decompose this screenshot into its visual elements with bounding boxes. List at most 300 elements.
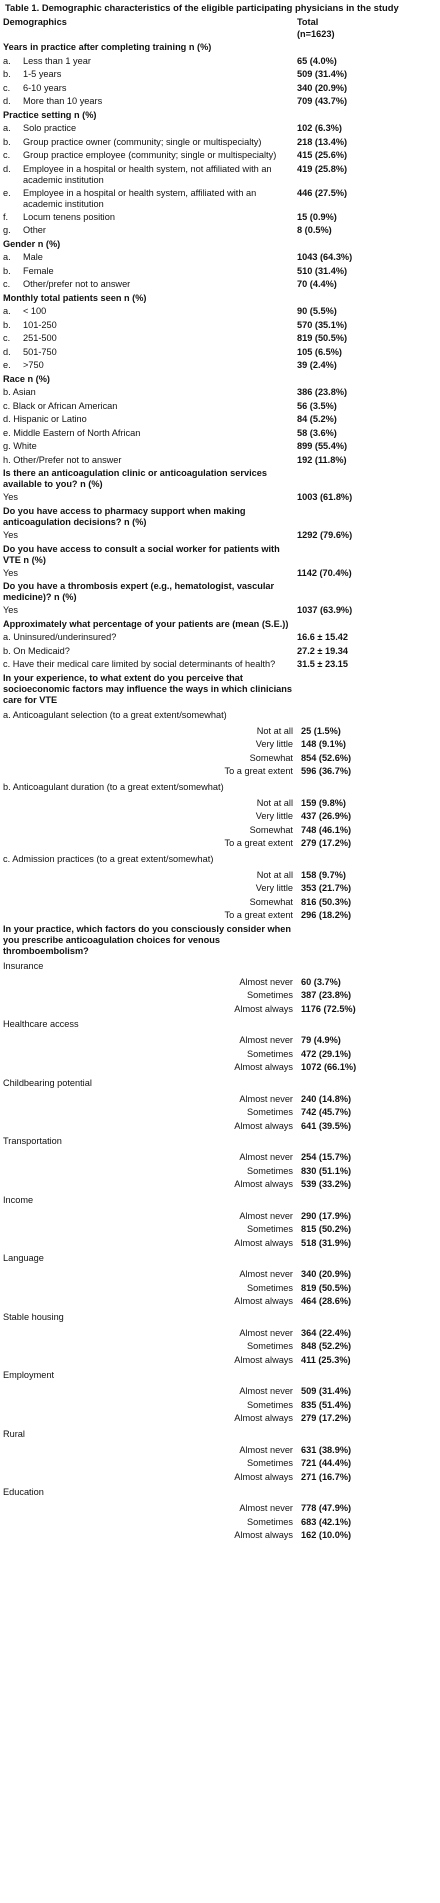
row-prefix: b.: [3, 265, 11, 276]
response-value: 748 (46.1%): [301, 824, 352, 835]
response-label: Sometimes: [247, 1458, 293, 1469]
table-row: [3, 95, 437, 109]
perception-group-label: b. Anticoagulant duration (to a great extent/somewhat): [3, 781, 224, 792]
factor-response-row: [3, 1354, 437, 1368]
row-value: 27.2 ± 19.34: [297, 645, 349, 656]
row-label: Locum tenens position: [23, 211, 115, 222]
row-value: 446 (27.5%): [297, 187, 348, 198]
row-label: b. Asian: [3, 387, 36, 398]
table-row: [3, 187, 437, 211]
row-value: 192 (11.8%): [297, 454, 347, 465]
factor-response-row: [3, 1340, 437, 1354]
response-value: 778 (47.9%): [301, 1503, 352, 1514]
row-label-cell: [3, 387, 293, 398]
response-value: 854 (52.6%): [301, 752, 352, 763]
row-prefix: a.: [3, 55, 11, 66]
sections-container: [3, 41, 437, 671]
factor-response-row: [3, 1093, 437, 1107]
table-row: [3, 658, 437, 672]
row-label: Yes: [3, 567, 18, 578]
row-prefix: d.: [3, 346, 11, 357]
row-prefix: b.: [3, 136, 11, 147]
row-label: Group practice owner (community; single or multispecialty): [23, 136, 262, 147]
row-value: 386 (23.8%): [297, 387, 348, 398]
column-header-n-row: [3, 29, 437, 41]
row-value: 340 (20.9%): [297, 82, 348, 93]
row-value: 415 (25.6%): [297, 150, 348, 161]
response-label: Not at all: [256, 725, 293, 736]
table-row: [3, 413, 437, 427]
row-label: >750: [23, 360, 44, 371]
response-label: Not at all: [256, 869, 293, 880]
response-label: Sometimes: [247, 1399, 293, 1410]
row-label: Yes: [3, 492, 18, 503]
row-label: 251-500: [23, 333, 57, 344]
response-label: Almost never: [239, 1210, 293, 1221]
row-label: Solo practice: [23, 123, 77, 134]
row-prefix: c.: [3, 279, 11, 290]
row-value: 70 (4.4%): [297, 279, 337, 290]
table-row: [3, 251, 437, 265]
response-label: Not at all: [256, 797, 293, 808]
row-label-cell: [3, 212, 293, 223]
perception-heading: In your experience, to what extent do you perceive that socioeconomic factors may influence the ways in which clinicians care for VTE: [3, 672, 292, 705]
row-value: 58 (3.6%): [297, 427, 337, 438]
response-value: 60 (3.7%): [301, 976, 341, 987]
response-value: 830 (51.1%): [301, 1165, 352, 1176]
table-row: [3, 567, 437, 581]
row-label-cell: [3, 83, 293, 94]
response-value: 271 (16.7%): [301, 1471, 352, 1482]
factor-response-row: [3, 1385, 437, 1399]
factor-response-row: [3, 1412, 437, 1426]
perception-response-row: [3, 896, 437, 910]
row-label-cell: [3, 530, 293, 541]
factor-response-row: [3, 1151, 437, 1165]
response-value: 815 (50.2%): [301, 1224, 352, 1235]
row-label: b. On Medicaid?: [3, 645, 70, 656]
response-value: 411 (25.3%): [301, 1354, 351, 1365]
response-label: Almost always: [234, 1237, 293, 1248]
row-label: g. White: [3, 441, 37, 452]
response-value: 296 (18.2%): [301, 910, 352, 921]
response-label: Sometimes: [247, 1048, 293, 1059]
row-value: 419 (25.8%): [297, 163, 348, 174]
response-value: 683 (42.1%): [301, 1516, 352, 1527]
row-value: 709 (43.7%): [297, 96, 348, 107]
row-label-cell: [3, 320, 293, 331]
response-label: Sometimes: [247, 990, 293, 1001]
response-value: 279 (17.2%): [301, 838, 352, 849]
row-value: 90 (5.5%): [297, 306, 337, 317]
row-label: Less than 1 year: [23, 55, 91, 66]
response-value: 835 (51.4%): [301, 1399, 352, 1410]
response-value: 254 (15.7%): [301, 1152, 352, 1163]
row-label-cell: [3, 252, 293, 263]
response-label: Sometimes: [247, 1165, 293, 1176]
row-prefix: f.: [3, 211, 9, 222]
response-value: 364 (22.4%): [301, 1327, 352, 1338]
row-value: 899 (55.4%): [297, 441, 348, 452]
response-label: Somewhat: [249, 752, 293, 763]
row-label: 101-250: [23, 319, 57, 330]
perception-response-row: [3, 837, 437, 851]
row-value: 509 (31.4%): [297, 69, 348, 80]
table-row: [3, 163, 437, 187]
response-label: Almost always: [234, 1003, 293, 1014]
table-row: [3, 491, 437, 505]
row-value: 56 (3.5%): [297, 400, 337, 411]
table-row: [3, 645, 437, 659]
factor-group-label: Insurance: [3, 960, 44, 971]
response-label: Almost always: [234, 1354, 293, 1365]
row-value: 84 (5.2%): [297, 414, 337, 425]
perception-response-row: [3, 882, 437, 896]
row-label: c. Black or African American: [3, 400, 118, 411]
table-row: [3, 136, 437, 150]
row-label-cell: [3, 56, 293, 67]
table-row: [3, 82, 437, 96]
section-heading: Years in practice after completing training n (%): [3, 42, 212, 53]
response-value: 25 (1.5%): [301, 725, 341, 736]
response-label: To a great extent: [224, 766, 293, 777]
response-label: Almost never: [239, 976, 293, 987]
response-value: 472 (29.1%): [301, 1048, 352, 1059]
row-label-cell: [3, 401, 293, 412]
perception-response-row: [3, 869, 437, 883]
column-header-total-label: Total: [297, 16, 319, 27]
response-value: 1072 (66.1%): [301, 1062, 357, 1073]
row-label: a. Uninsured/underinsured?: [3, 632, 117, 643]
row-label-cell: [3, 333, 293, 344]
response-value: 816 (50.3%): [301, 896, 352, 907]
table-row: [3, 631, 437, 645]
response-value: 819 (50.5%): [301, 1282, 352, 1293]
factor-response-row: [3, 1061, 437, 1075]
table-row: [3, 454, 437, 468]
section-heading: Do you have access to pharmacy support when making anticoagulation decisions? n (%): [3, 505, 246, 527]
row-label: 501-750: [23, 346, 57, 357]
row-value: 570 (35.1%): [297, 319, 348, 330]
row-label-cell: [3, 347, 293, 358]
factor-group-label: Stable housing: [3, 1311, 64, 1322]
response-value: 848 (52.2%): [301, 1341, 352, 1352]
response-value: 509 (31.4%): [301, 1386, 352, 1397]
row-value: 102 (6.3%): [297, 123, 342, 134]
factor-response-row: [3, 1223, 437, 1237]
response-label: Almost always: [234, 1471, 293, 1482]
response-label: Somewhat: [249, 896, 293, 907]
factor-response-row: [3, 1502, 437, 1516]
response-label: Sometimes: [247, 1224, 293, 1235]
perception-group-label: a. Anticoagulant selection (to a great extent/somewhat): [3, 709, 227, 720]
table-row: [3, 332, 437, 346]
response-label: Almost never: [239, 1269, 293, 1280]
row-label: Female: [23, 265, 54, 276]
perception-section: [3, 672, 437, 923]
row-label: Other/prefer not to answer: [23, 279, 131, 290]
factor-group-label: Transportation: [3, 1136, 62, 1147]
response-value: 437 (26.9%): [301, 811, 352, 822]
row-label-cell: [3, 441, 293, 452]
response-label: Almost always: [234, 1530, 293, 1541]
row-label-cell: [3, 659, 293, 670]
perception-response-row: [3, 752, 437, 766]
table-row: [3, 427, 437, 441]
factor-group-label: Income: [3, 1194, 34, 1205]
perception-response-row: [3, 909, 437, 923]
row-label: Group practice employee (community; single or multispecialty): [23, 150, 277, 161]
response-value: 159 (9.8%): [301, 797, 346, 808]
factor-response-row: [3, 1529, 437, 1543]
row-label-cell: [3, 492, 293, 503]
row-prefix: a.: [3, 123, 11, 134]
column-header-total: [293, 17, 437, 28]
factor-response-row: [3, 1471, 437, 1485]
response-label: Almost never: [239, 1327, 293, 1338]
row-value: 31.5 ± 23.15: [297, 659, 349, 670]
row-label: Other: [23, 225, 46, 236]
factor-response-row: [3, 1295, 437, 1309]
response-label: Sometimes: [247, 1341, 293, 1352]
response-label: Almost always: [234, 1296, 293, 1307]
table-row: [3, 122, 437, 136]
response-value: 340 (20.9%): [301, 1269, 352, 1280]
row-label-cell: [3, 428, 293, 439]
row-label-cell: [3, 123, 293, 134]
row-value: 1003 (61.8%): [297, 492, 353, 503]
column-header-row: [3, 16, 437, 30]
row-prefix: b.: [3, 319, 11, 330]
table-title: Table 1. Demographic characteristics of the eligible participating physicians in the study: [5, 2, 399, 13]
factor-response-row: [3, 1444, 437, 1458]
factor-response-row: [3, 1327, 437, 1341]
row-label: 6-10 years: [23, 82, 67, 93]
row-prefix: c.: [3, 150, 11, 161]
table-row: [3, 68, 437, 82]
section-heading: Gender n (%): [3, 238, 61, 249]
section-heading: Race n (%): [3, 373, 50, 384]
factor-group-label: Language: [3, 1253, 44, 1264]
column-header-demographics: Demographics: [3, 16, 67, 27]
section-heading: Is there an anticoagulation clinic or anticoagulation services available to you? n (%): [3, 468, 267, 490]
factors-section: [3, 923, 437, 1543]
row-value: 1292 (79.6%): [297, 530, 353, 541]
response-label: Almost never: [239, 1035, 293, 1046]
table-row: [3, 604, 437, 618]
row-label-cell: [3, 188, 293, 210]
table-row: [3, 529, 437, 543]
table-row: [3, 400, 437, 414]
response-value: 279 (17.2%): [301, 1413, 352, 1424]
row-label: Employee in a hospital or health system, not affiliated with an academic institution: [23, 163, 272, 185]
row-prefix: e.: [3, 360, 11, 371]
response-value: 148 (9.1%): [301, 739, 346, 750]
perception-response-row: [3, 738, 437, 752]
table-row: [3, 149, 437, 163]
factor-group-label: Rural: [3, 1428, 25, 1439]
section-heading: Approximately what percentage of your patients are (mean (S.E.)): [3, 618, 289, 629]
row-label-cell: [3, 225, 293, 236]
row-label: More than 10 years: [23, 96, 103, 107]
row-label-cell: [3, 266, 293, 277]
row-prefix: e.: [3, 187, 11, 198]
section-heading: Practice setting n (%): [3, 109, 97, 120]
row-prefix: d.: [3, 96, 11, 107]
row-value: 819 (50.5%): [297, 333, 348, 344]
perception-response-row: [3, 725, 437, 739]
row-value: 16.6 ± 15.42: [297, 632, 349, 643]
table-row: [3, 224, 437, 238]
row-label-cell: [3, 605, 293, 616]
row-label-cell: [3, 360, 293, 371]
response-label: Almost never: [239, 1503, 293, 1514]
factor-group-label: Healthcare access: [3, 1019, 79, 1030]
row-label: Yes: [3, 605, 18, 616]
column-header-n: (n=1623): [297, 29, 335, 40]
row-label-cell: [3, 632, 293, 643]
table-row: [3, 265, 437, 279]
row-prefix: g.: [3, 225, 11, 236]
row-prefix: c.: [3, 333, 11, 344]
factor-response-row: [3, 1178, 437, 1192]
response-value: 539 (33.2%): [301, 1179, 352, 1190]
factor-response-row: [3, 989, 437, 1003]
section-heading: Monthly total patients seen n (%): [3, 292, 147, 303]
response-value: 742 (45.7%): [301, 1107, 352, 1118]
factor-response-row: [3, 1210, 437, 1224]
table-row: [3, 305, 437, 319]
section-heading: Do you have access to consult a social worker for patients with VTE n (%): [3, 543, 280, 565]
response-label: Sometimes: [247, 1282, 293, 1293]
factor-response-row: [3, 1165, 437, 1179]
table-row: [3, 278, 437, 292]
row-label: e. Middle Eastern of North African: [3, 427, 141, 438]
row-label: d. Hispanic or Latino: [3, 414, 87, 425]
row-label-cell: [3, 306, 293, 317]
perception-group-label: c. Admission practices (to a great extent/somewhat): [3, 853, 214, 864]
response-value: 79 (4.9%): [301, 1035, 341, 1046]
row-prefix: a.: [3, 252, 11, 263]
table-row: [3, 346, 437, 360]
factor-group-label: Education: [3, 1487, 44, 1498]
response-label: Somewhat: [249, 824, 293, 835]
row-value: 105 (6.5%): [297, 346, 342, 357]
factor-response-row: [3, 1034, 437, 1048]
response-value: 464 (28.6%): [301, 1296, 352, 1307]
row-label-cell: [3, 137, 293, 148]
factor-response-row: [3, 1268, 437, 1282]
response-label: Sometimes: [247, 1516, 293, 1527]
table-row: [3, 211, 437, 225]
table-row: [3, 440, 437, 454]
row-label: Male: [23, 252, 43, 263]
response-value: 631 (38.9%): [301, 1444, 352, 1455]
response-value: 162 (10.0%): [301, 1530, 352, 1541]
factor-group-label: Childbearing potential: [3, 1077, 92, 1088]
response-label: Almost never: [239, 1093, 293, 1104]
factor-response-row: [3, 1399, 437, 1413]
factor-response-row: [3, 1106, 437, 1120]
factor-response-row: [3, 1120, 437, 1134]
response-label: Very little: [255, 811, 293, 822]
response-value: 641 (39.5%): [301, 1120, 352, 1131]
table-row: [3, 359, 437, 373]
response-value: 721 (44.4%): [301, 1458, 352, 1469]
response-label: Almost never: [239, 1444, 293, 1455]
row-value: 218 (13.4%): [297, 136, 348, 147]
demographics-table: [3, 0, 437, 1543]
row-label-cell: [3, 414, 293, 425]
row-label-cell: [3, 69, 293, 80]
row-label-cell: [3, 279, 293, 290]
table-row: [3, 386, 437, 400]
row-value: 65 (4.0%): [297, 55, 337, 66]
row-value: 510 (31.4%): [297, 265, 348, 276]
table-row: [3, 55, 437, 69]
response-value: 1176 (72.5%): [301, 1003, 356, 1014]
response-label: To a great extent: [224, 910, 293, 921]
factor-response-row: [3, 1237, 437, 1251]
row-prefix: c.: [3, 82, 11, 93]
row-label-cell: [3, 455, 293, 466]
response-label: Very little: [255, 883, 293, 894]
row-label-cell: [3, 164, 293, 186]
perception-response-row: [3, 797, 437, 811]
perception-response-row: [3, 810, 437, 824]
factor-response-row: [3, 1282, 437, 1296]
response-label: Almost never: [239, 1386, 293, 1397]
response-value: 240 (14.8%): [301, 1093, 352, 1104]
perception-response-row: [3, 824, 437, 838]
row-prefix: b.: [3, 69, 11, 80]
row-value: 1037 (63.9%): [297, 605, 353, 616]
row-label: Yes: [3, 530, 18, 541]
row-prefix: a.: [3, 306, 11, 317]
response-label: To a great extent: [224, 838, 293, 849]
row-prefix: d.: [3, 163, 11, 174]
row-label-cell: [3, 646, 293, 657]
response-label: Almost always: [234, 1179, 293, 1190]
row-value: 1043 (64.3%): [297, 252, 353, 263]
row-value: 39 (2.4%): [297, 360, 337, 371]
response-label: Very little: [255, 739, 293, 750]
response-label: Sometimes: [247, 1107, 293, 1118]
row-value: 1142 (70.4%): [297, 567, 352, 578]
response-value: 596 (36.7%): [301, 766, 352, 777]
response-value: 353 (21.7%): [301, 883, 352, 894]
response-label: Almost never: [239, 1152, 293, 1163]
row-label: Employee in a hospital or health system, affiliated with an academic institution: [23, 187, 257, 209]
row-label: c. Have their medical care limited by social determinants of health?: [3, 659, 276, 670]
factor-response-row: [3, 1516, 437, 1530]
response-label: Almost always: [234, 1120, 293, 1131]
perception-response-row: [3, 765, 437, 779]
factor-response-row: [3, 1048, 437, 1062]
response-label: Almost always: [234, 1062, 293, 1073]
response-value: 518 (31.9%): [301, 1237, 352, 1248]
row-label: < 100: [23, 306, 47, 317]
row-value: 15 (0.9%): [297, 211, 337, 222]
row-label-cell: [3, 96, 293, 107]
factor-response-row: [3, 1003, 437, 1017]
response-value: 387 (23.8%): [301, 990, 352, 1001]
factor-heading: In your practice, which factors do you consciously consider when you prescribe anticoagulation choices for venous thromboembolism?: [3, 923, 291, 956]
table-row: [3, 319, 437, 333]
row-label: h. Other/Prefer not to answer: [3, 454, 122, 465]
factor-response-row: [3, 976, 437, 990]
row-label: 1-5 years: [23, 69, 62, 80]
